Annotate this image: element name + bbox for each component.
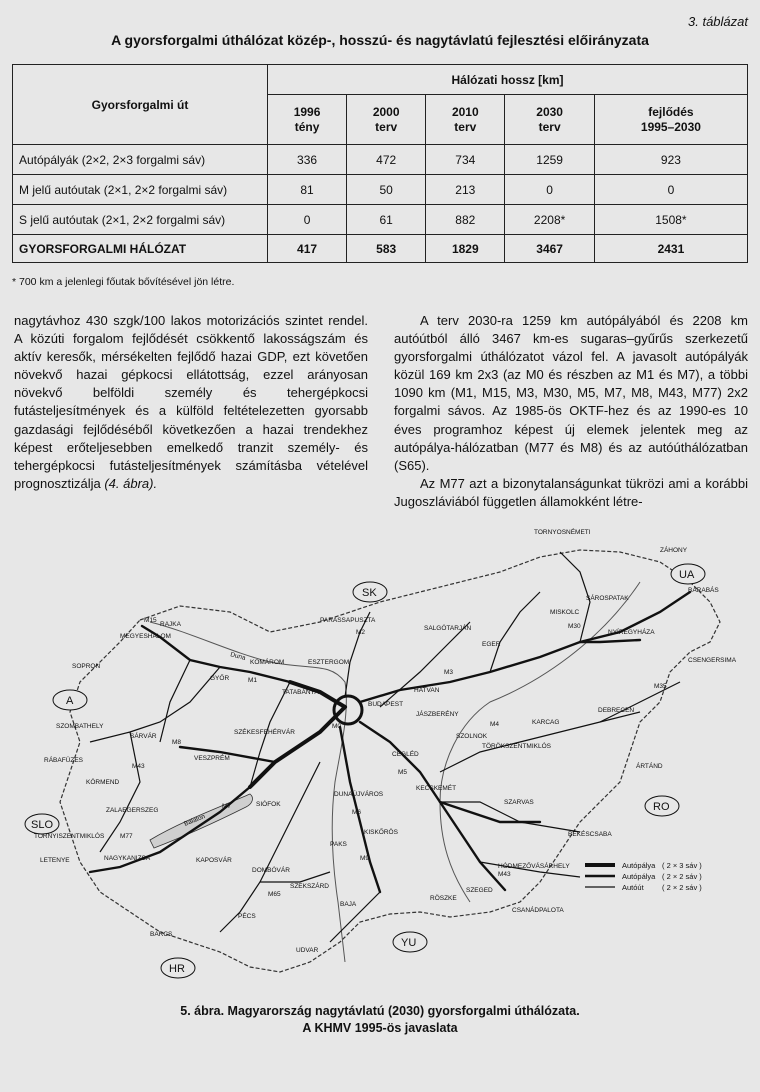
road-label: M30 [568, 623, 581, 630]
caption-line: A KHMV 1995-ös javaslata [302, 1021, 458, 1035]
road-label: M3 [444, 669, 454, 676]
table-row [13, 145, 748, 175]
cell: 213 [426, 175, 505, 205]
country-markers [25, 564, 705, 978]
city-label: SZARVAS [504, 799, 534, 806]
city-label: RÖSZKE [430, 895, 457, 902]
cell: 336 [268, 145, 347, 175]
road-label: M4 [490, 721, 500, 728]
road-label: M43 [498, 871, 511, 878]
cell: 1829 [426, 235, 505, 263]
country-ua: UA [679, 569, 695, 581]
danube-river [150, 622, 346, 962]
cell: 0 [505, 175, 594, 205]
road-label: M8 [172, 739, 182, 746]
city-label: TATABÁNYA [282, 689, 319, 696]
city-label: UDVAR [296, 947, 319, 954]
danube-label: Duna [229, 651, 247, 662]
row-label: GYORSFORGALMI HÁLÓZAT [13, 235, 268, 263]
legend-spec: ( 2 × 2 sáv ) [662, 872, 702, 881]
road-label: M2 [356, 629, 366, 636]
text-column-right [394, 312, 748, 511]
table-footnote: * 700 km a jelenlegi főutak bővítésével jön létre. [12, 276, 235, 288]
city-label: ÁRTÁND [636, 763, 663, 770]
road-label: M5 [398, 769, 408, 776]
city-label: BUDAPEST [368, 701, 404, 708]
city-label: TORNYOSNÉMETI [534, 529, 591, 536]
figure-caption [0, 1003, 760, 1037]
figure-reference: (4. ábra). [104, 475, 158, 491]
legend-spec: ( 2 × 2 sáv ) [662, 883, 702, 892]
road-label: M65 [268, 891, 281, 898]
city-label: PÉCS [238, 913, 256, 920]
cell: 923 [594, 145, 747, 175]
city-label: EGER [482, 641, 501, 648]
city-label: HATVAN [414, 687, 440, 694]
city-label: KISKŐRÖS [364, 829, 398, 836]
cell: 472 [347, 145, 426, 175]
city-label: ZALAEGERSZEG [106, 807, 159, 814]
paragraph: Az M77 azt a bizonytalanságunkat tükrözi ami a korábbi Jugoszláviából független államokként létre- [394, 475, 748, 509]
city-label: SZOLNOK [456, 733, 488, 740]
city-label: KOMÁROM [250, 659, 285, 666]
country-sk: SK [362, 587, 377, 599]
city-label: SZOMBATHELY [56, 723, 104, 730]
cell: 50 [347, 175, 426, 205]
cell: 417 [268, 235, 347, 263]
city-label: KAPOSVÁR [196, 857, 232, 864]
cell: 734 [426, 145, 505, 175]
cell: 81 [268, 175, 347, 205]
city-label: DOMBÓVÁR [252, 867, 290, 874]
row-label: S jelű autóutak (2×1, 2×2 forgalmi sáv) [13, 205, 268, 235]
city-label: SOPRON [72, 663, 101, 670]
row-label: M jelű autóutak (2×1, 2×2 forgalmi sáv) [13, 175, 268, 205]
country-hr: HR [169, 963, 185, 975]
country-yu: YU [401, 937, 417, 949]
cell: 882 [426, 205, 505, 235]
cell: 0 [594, 175, 747, 205]
hungary-border [60, 550, 720, 972]
country-a: A [66, 695, 74, 707]
city-label: ZÁHONY [660, 547, 688, 554]
road-label: M6 [352, 809, 362, 816]
city-label: MISKOLC [550, 609, 580, 616]
table-title: A gyorsforgalmi úthálózat közép-, hosszú- és nagytávlatú fejlesztési előirányzata [111, 32, 649, 48]
city-label: JÁSZBERÉNY [416, 711, 459, 718]
caption-line: 5. ábra. Magyarország nagytávlatú (2030) gyorsforgalmi úthálózata. [180, 1004, 580, 1018]
road-label: M43 [132, 763, 145, 770]
country-slo: SLO [31, 819, 54, 831]
city-label: MEGYESHALOM [120, 633, 171, 640]
group-header: Hálózati hossz [km] [268, 65, 748, 95]
road-label: M0 [332, 723, 342, 730]
city-label: SÁRVÁR [130, 733, 157, 740]
city-label: SALGÓTARJÁN [424, 625, 472, 632]
city-label: NYÍREGYHÁZA [608, 629, 655, 636]
city-label: DUNAÚJVÁROS [334, 791, 384, 798]
city-label: SZÉKESFEHÉRVÁR [234, 729, 295, 736]
city-label: NAGYKANIZSA [104, 855, 151, 862]
city-label: PARASSAPUSZTA [320, 617, 376, 624]
road-label: M9 [360, 855, 370, 862]
city-label: CSANÁDPALOTA [512, 907, 564, 914]
city-label: BARABÁS [688, 587, 719, 594]
legend-label: Autópálya [622, 861, 656, 870]
row-header: Gyorsforgalmi út [13, 65, 268, 145]
col-header-growth: fejlődés 1995–2030 [594, 95, 747, 145]
cell: 2431 [594, 235, 747, 263]
city-label: KARCAG [532, 719, 560, 726]
city-label: BAJA [340, 901, 357, 908]
city-label: ESZTERGOM [308, 659, 350, 666]
city-label: TÖRÖKSZENTMIKLÓS [482, 743, 551, 750]
city-label: VESZPRÉM [194, 755, 230, 762]
city-label: TORNYISZENTMIKLÓS [34, 833, 105, 840]
cell: 61 [347, 205, 426, 235]
city-label: SIÓFOK [256, 801, 281, 808]
cell: 1259 [505, 145, 594, 175]
city-label: KÖRMEND [86, 779, 120, 786]
cell: 583 [347, 235, 426, 263]
city-label: CEGLÉD [392, 751, 419, 758]
balaton-label: Balaton [183, 813, 207, 828]
paragraph: nagytávhoz 430 szgk/100 lakos motorizációs szintet rendel. A közúti forgalom fejlődését csökkentő lakosságszám és aktív keresők, mérsékelten fejlődő hazai GDP, ezt követően növekvő hazai gépkocsi ellátottság, ezzel arányosan növekvő belföldi személy és tehergépkocsi futásteljesítmények és a külföld feltételezetten gyorsabb gazdasági fejlődéséből következően a hazai trendekhez képest erőteljesebben emelkedő tranzit személy- és tehergépkocsi futásteljesítmények számításba vételével prognosztizálja (4. ábra). [14, 313, 368, 491]
road-label: M77 [120, 833, 133, 840]
city-label: RAJKA [160, 621, 181, 628]
paragraph: A terv 2030-ra 1259 km autópályából és 2208 km autóútból álló 3467 km-es sugaras–gyűrűs szerkezetű gyorsforgalmi úthálózatot vázol fel. A javasolt autópályák közül 169 km 2x3 (az M0 és részben az M1 és M7), a többi 1090 km (M1, M15, M3, M30, M5, M7, M8, M43, M77) 2x2 forgalmi sávos. Az 1985-ös OKTF-hez és az 1990-es 10 éves programhoz képest új elemek jelentek meg az autópálya-hálózatban (M77 és M8) és az autóúthálózatban (S65). [394, 313, 748, 473]
table-total-row [13, 235, 748, 263]
city-label: LETENYE [40, 857, 70, 864]
country-ro: RO [653, 801, 670, 813]
road-label: M35 [654, 683, 667, 690]
col-header-1996: 1996 tény [268, 95, 347, 145]
cell: 0 [268, 205, 347, 235]
table-row [13, 175, 748, 205]
road-network-map [20, 522, 740, 1000]
city-label: SÁROSPATAK [586, 595, 629, 602]
row-label: Autópályák (2×2, 2×3 forgalmi sáv) [13, 145, 268, 175]
city-label: DEBRECEN [598, 707, 635, 714]
city-label: SZEKSZÁRD [290, 883, 330, 890]
city-label: BARCS [150, 931, 173, 938]
table-number: 3. táblázat [688, 14, 748, 29]
legend-label: Autópálya [622, 872, 656, 881]
city-label: GYŐR [210, 675, 230, 682]
cell: 3467 [505, 235, 594, 263]
road-label: M15 [144, 617, 157, 624]
col-header-2010: 2010 terv [426, 95, 505, 145]
network-table [12, 64, 748, 263]
city-label: RÁBAFÜZES [44, 757, 84, 764]
col-header-2000: 2000 terv [347, 95, 426, 145]
legend-label: Autóút [622, 883, 644, 892]
road-label: M7 [222, 803, 232, 810]
map-legend [585, 861, 702, 892]
cell: 2208* [505, 205, 594, 235]
road-label: M1 [248, 677, 258, 684]
text-column-left [14, 312, 368, 493]
city-label: SZEGED [466, 887, 493, 894]
city-label: BÉKÉSCSABA [568, 831, 612, 838]
express-roads [90, 552, 680, 942]
legend-spec: ( 2 × 3 sáv ) [662, 861, 702, 870]
city-label: PAKS [330, 841, 347, 848]
city-label: KECSKEMÉT [416, 785, 457, 792]
col-header-2030: 2030 terv [505, 95, 594, 145]
cell: 1508* [594, 205, 747, 235]
city-label: HÓDMEZŐVÁSÁRHELY [498, 863, 570, 870]
table-row [13, 205, 748, 235]
city-label: CSENGERSIMA [688, 657, 737, 664]
